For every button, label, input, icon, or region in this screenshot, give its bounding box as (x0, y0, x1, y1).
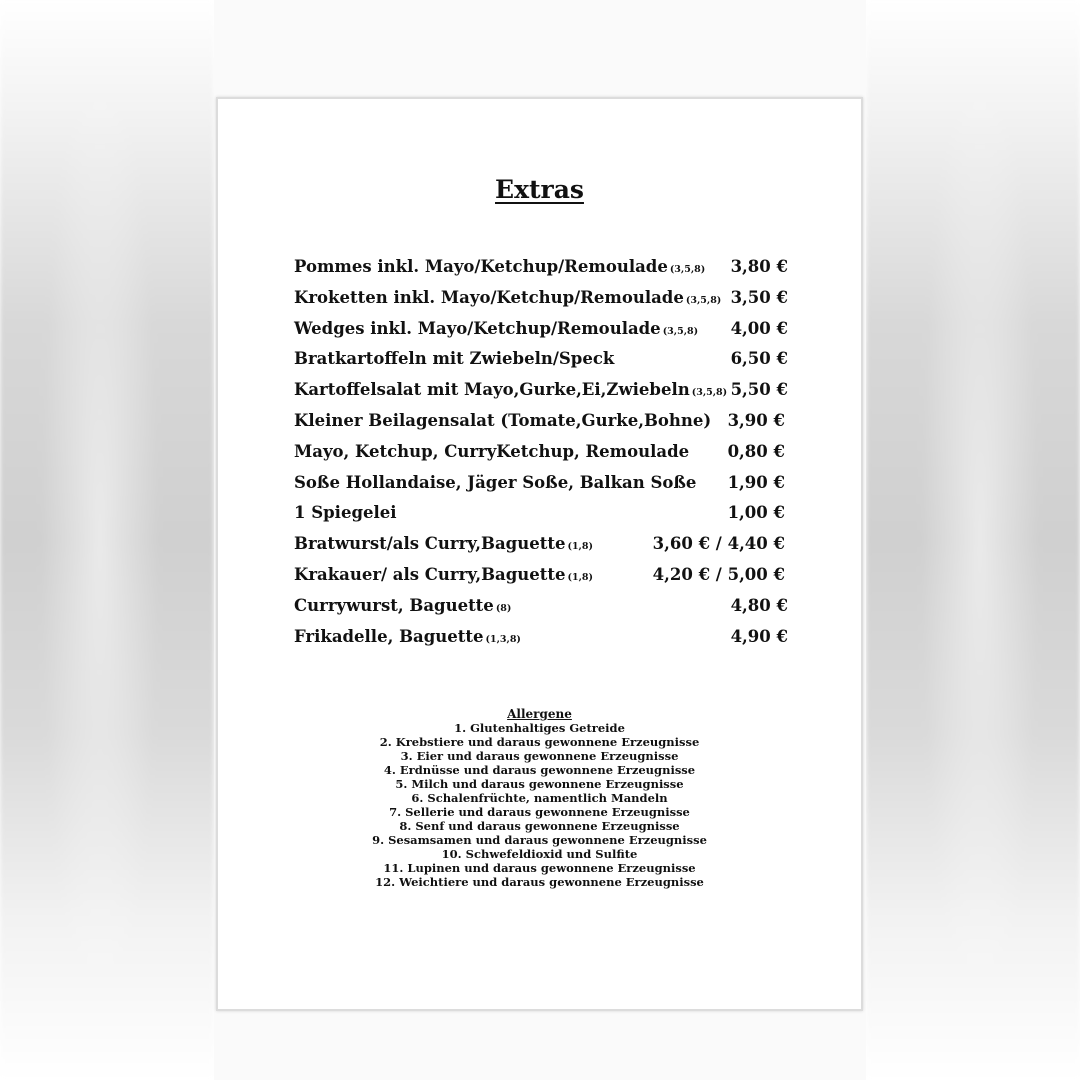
menu-item (294, 503, 794, 534)
blurred-backdrop-right (866, 0, 1080, 1080)
allergen-code: (3,5,8) (691, 387, 728, 399)
allergen-code: (3,5,8) (669, 264, 706, 275)
item-price: 3,50 € (730, 287, 788, 307)
item-price: 1,00 € (727, 503, 785, 523)
allergen-code: (3,5,8) (685, 294, 722, 306)
item-name: Wedges inkl. Mayo/Ketchup/Remoulade (294, 318, 661, 338)
item-price: 4,00 € (730, 318, 788, 338)
allergen-item: 1. Glutenhaltiges Getreide (454, 721, 625, 735)
allergen-item: 2. Krebstiere und daraus gewonnene Erzeugnisse (379, 735, 700, 749)
item-name: Mayo, Ketchup, CurryKetchup, Remoulade (294, 441, 690, 461)
item-name: Krakauer/ als Curry,Baguette (294, 564, 566, 584)
item-name: Currywurst, Baguette (294, 595, 494, 615)
allergen-code: (3,5,8) (662, 325, 699, 337)
page-title: Extras (495, 175, 584, 204)
menu-item (294, 473, 794, 504)
allergen-item: 11. Lupinen und daraus gewonnene Erzeugnisse (383, 861, 696, 875)
item-price: 3,90 € (727, 410, 785, 430)
item-name: Kroketten inkl. Mayo/Ketchup/Remoulade (294, 287, 684, 307)
allergen-item: 9. Sesamsamen und daraus gewonnene Erzeugnisse (372, 833, 707, 847)
item-price: 4,90 € (730, 626, 788, 646)
item-name: Pommes inkl. Mayo/Ketchup/Remoulade (294, 257, 668, 276)
menu-item (294, 257, 794, 288)
item-name: 1 Spiegelei (294, 503, 397, 523)
menu-item (294, 534, 794, 565)
item-name: Kartoffelsalat mit Mayo,Gurke,Ei,Zwiebeln (294, 380, 690, 400)
item-name: Frikadelle, Baguette (294, 626, 484, 646)
menu-item (294, 442, 794, 473)
allergen-code: (1,8) (567, 571, 594, 583)
allergen-legend (218, 707, 861, 889)
item-price: 0,80 € (727, 441, 785, 461)
menu-item (294, 627, 794, 658)
menu-item (294, 349, 794, 380)
item-name: Bratwurst/als Curry,Baguette (294, 534, 566, 554)
allergen-item: 3. Eier und daraus gewonnene Erzeugnisse (400, 749, 679, 763)
allergen-item: 8. Senf und daraus gewonnene Erzeugnisse (399, 819, 680, 833)
menu-item (294, 411, 794, 442)
item-price: 4,80 € (730, 595, 788, 615)
menu-item (294, 565, 794, 596)
allergen-code: (1,8) (567, 541, 593, 553)
allergen-item: 6. Schalenfrüchte, namentlich Mandeln (411, 791, 668, 805)
item-price: 4,20 € / 5,00 € (652, 564, 785, 584)
item-name: Bratkartoffeln mit Zwiebeln/Speck (294, 349, 615, 369)
allergen-code: (1,3,8) (485, 633, 521, 645)
item-price: 6,50 € (730, 349, 788, 369)
allergen-item: 5. Milch und daraus gewonnene Erzeugnisse (395, 777, 684, 791)
menu-item (294, 380, 794, 411)
allergen-code: (8) (495, 602, 512, 614)
blurred-backdrop-left (0, 0, 214, 1080)
item-price: 3,60 € / 4,40 € (652, 534, 785, 554)
menu-item (294, 288, 794, 319)
item-price: 5,50 € (730, 380, 788, 400)
allergen-item: 12. Weichtiere und daraus gewonnene Erzeugnisse (375, 875, 704, 889)
item-name: Kleiner Beilagensalat (Tomate,Gurke,Bohne) (294, 410, 712, 430)
item-name: Soße Hollandaise, Jäger Soße, Balkan Soße (294, 472, 697, 492)
menu-item (294, 319, 794, 350)
menu-item (294, 596, 794, 627)
item-price: 1,90 € (727, 472, 785, 492)
menu-list (294, 257, 794, 657)
item-price: 3,80 € (730, 257, 788, 276)
allergen-item: 4. Erdnüsse und daraus gewonnene Erzeugnisse (383, 763, 696, 777)
allergen-title: Allergene (507, 707, 572, 721)
allergen-item: 10. Schwefeldioxid und Sulfite (441, 847, 638, 861)
allergen-item: 7. Sellerie und daraus gewonnene Erzeugnisse (389, 805, 690, 819)
menu-page (216, 97, 863, 1011)
